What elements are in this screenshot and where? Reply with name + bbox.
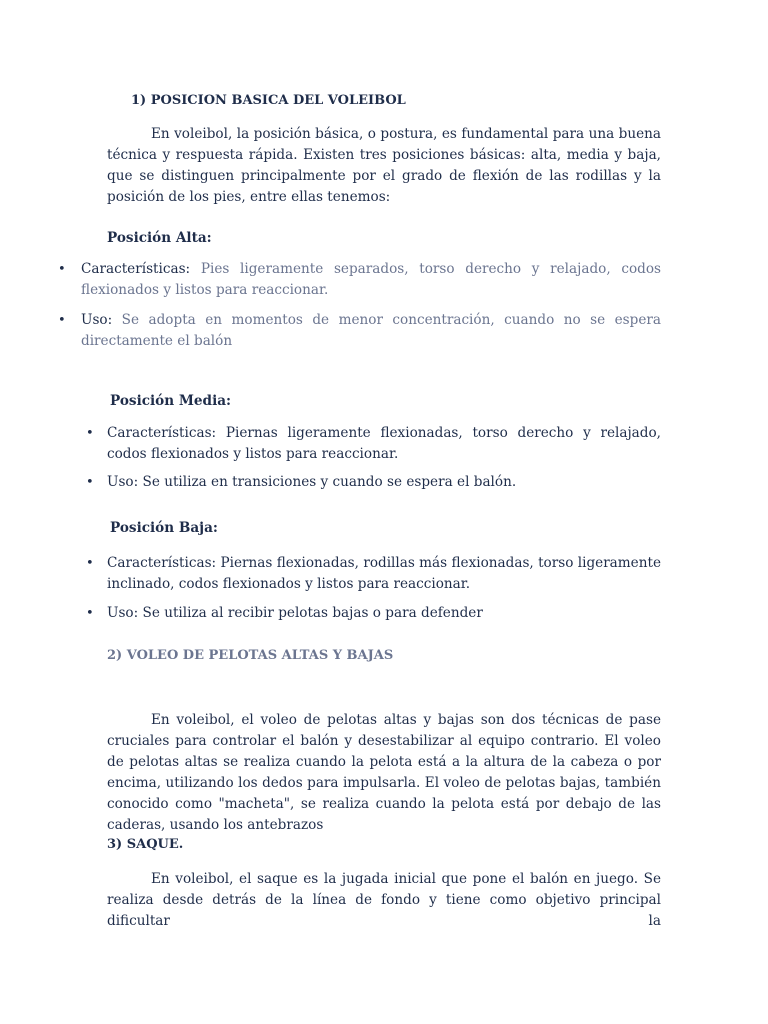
section-2-heading: 2) VOLEO DE PELOTAS ALTAS Y BAJAS <box>107 648 394 663</box>
item-text: Se adopta en momentos de menor concentración, cuando no se espera directamente el balón <box>81 312 661 349</box>
section-2-text: En voleibol, el voleo de pelotas altas y bajas son dos técnicas de pase cruciales para controlar el balón y desestabilizar al equipo contrario. El voleo de pelotas altas se realiza cuando la pelota está a la altura de la cabeza o por encima, utilizando los dedos para impulsarla. El voleo de pelotas bajas, también conocido como "macheta", se realiza cuando la pelota está por debajo de las caderas, usando los antebrazos <box>107 712 661 833</box>
section-3-heading: 3) SAQUE. <box>107 837 184 852</box>
media-caracteristicas <box>107 423 661 465</box>
baja-caracteristicas <box>107 553 661 595</box>
posicion-media-title: Posición Media: <box>110 393 232 409</box>
item-label: Características: <box>107 425 217 441</box>
item-label: Características: <box>81 261 191 277</box>
section-1-heading: 1) POSICION BASICA DEL VOLEIBOL <box>131 93 406 108</box>
intro-paragraph <box>107 124 661 208</box>
intro-text: En voleibol, la posición básica, o postura, es fundamental para una buena técnica y respuesta rápida. Existen tres posiciones básicas: alta, media y baja, que se distinguen principalmente por el grado de flexión de las rodillas y la posición de los pies, entre ellas tenemos: <box>107 126 661 205</box>
section-3-paragraph <box>107 869 661 932</box>
item-text: Se utiliza al recibir pelotas bajas o para defender <box>138 605 483 621</box>
media-uso <box>107 472 661 493</box>
alta-uso <box>81 310 661 352</box>
posicion-baja-title: Posición Baja: <box>110 520 218 536</box>
posicion-alta-title: Posición Alta: <box>107 230 212 246</box>
bullet-icon: • <box>58 313 66 328</box>
bullet-icon: • <box>86 606 94 621</box>
baja-uso <box>107 603 661 624</box>
item-label: Uso: <box>107 474 139 490</box>
section-3-text: En voleibol, el saque es la jugada inicial que pone el balón en juego. Se realiza desde detrás de la línea de fondo y tiene como objetivo principal dificultar la <box>107 871 661 929</box>
section-2-paragraph <box>107 710 661 836</box>
bullet-icon: • <box>86 556 94 571</box>
item-text: Se utiliza en transiciones y cuando se espera el balón. <box>138 474 517 490</box>
alta-caracteristicas <box>81 259 661 301</box>
item-text: Piernas flexionadas, rodillas más flexionadas, torso ligeramente inclinado, codos flexionados y listos para reaccionar. <box>107 555 661 592</box>
bullet-icon: • <box>58 262 66 277</box>
item-label: Características: <box>107 555 217 571</box>
item-label: Uso: <box>107 605 139 621</box>
item-label: Uso: <box>81 312 113 328</box>
item-text: Piernas ligeramente flexionadas, torso derecho y relajado, codos flexionados y listos para reaccionar. <box>107 425 661 462</box>
item-text: Pies ligeramente separados, torso derecho y relajado, codos flexionados y listos para reaccionar. <box>81 261 661 298</box>
bullet-icon: • <box>86 426 94 441</box>
bullet-icon: • <box>86 475 94 490</box>
